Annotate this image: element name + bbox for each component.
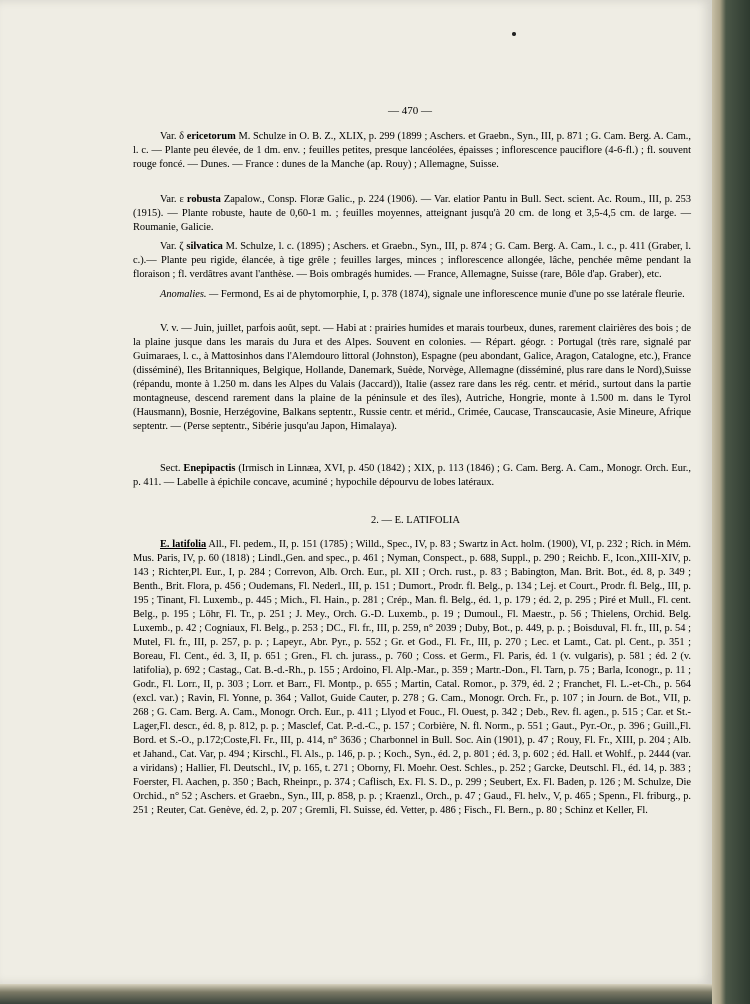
- anomalies-body: Fermond, Es ai de phytomorphie, I, p. 378 (1874), signale une inflorescence munie d'une po sse latérale fleurie.: [220, 289, 685, 300]
- vv-paragraph: [133, 322, 691, 434]
- latifolia-paragraph: [133, 538, 691, 818]
- var-silvatica-prefix: Var. ζ: [160, 241, 184, 252]
- var-robusta-body: Zapalow., Consp. Floræ Galic., p. 224 (1906). — Var. elatior Pantu in Bull. Sect. scient. Ac. Roum., III, p. 253 (1915). — Plante robuste, haute de 0,60-1 m. ; feuilles moyennes, atteignant jusqu'à 20 cm. de long et 3,5-4,5 cm. de large. — Roumanie, Galicie.: [133, 194, 691, 233]
- var-ericetorum-prefix: Var. δ: [160, 131, 185, 142]
- sect-body: (Irmisch in Linnæa, XVI, p. 450 (1842) ; XIX, p. 113 (1846) ; G. Cam. Berg. A. Cam., Monogr. Orch. Eur., p. 411. — Labelle à épichile concave, acuminé ; hypochile dépourvu de lobes latéraux.: [133, 463, 691, 488]
- sect-name: Enepipactis: [183, 463, 236, 474]
- sect-prefix: Sect.: [160, 463, 181, 474]
- var-silvatica-paragraph: [133, 240, 691, 282]
- section-title: 2. — E. LATIFOLIA: [371, 515, 460, 526]
- vv-body: V. v. — Juin, juillet, parfois août, sept. — Habi at : prairies humides et marais tourbeux, dunes, rarement clairières des bois ; de la plaine jusque dans les marais du Jura et des Alpes. Souvent en colonies. — Répart. géogr. : Portugal (très rare, signalé par Guimaraes, l. c., à Mattosinhos dans l'Alemdouro littoral (Johnston), Espagne (peu abondant, Galice, Aragon, Catalogne, etc.), France (disséminé), Iles Britanniques, Belgique, Hollande, Danemark, Suède, Norvège, Allemagne (disséminé, plus rare dans le Nord),Suisse (répandu, monte à 1.250 m. dans les Alpes du Valais (Jaccard)), Italie (assez rare dans les rég. centr. et mérid., surtout dans la partie montagneuse, descend rarement dans la plaine de la péninsule et des îles), Autriche, Hongrie, monte à 1.500 m. dans le Tyrol (Hausmann), Bosnie, Herzégovine, Balkans septentr., Russie centr. et mérid., Crimée, Caucase, Transcaucasie, Asie Mineure, Afrique septentr. — (Perse septentr., Sibérie jusqu'au Japon, Himalaya).: [133, 323, 691, 432]
- var-robusta-prefix: Var. ε: [160, 194, 184, 205]
- anomalies-paragraph: [133, 288, 691, 302]
- book-binding-edge: [712, 0, 750, 1004]
- latifolia-name: E. latifolia: [160, 539, 207, 550]
- sect-enepipactis-paragraph: [133, 462, 691, 490]
- anomalies-label: Anomalies. —: [160, 289, 219, 300]
- var-silvatica-body: M. Schulze, l. c. (1895) ; Aschers. et Graebn., Syn., III, p. 874 ; G. Cam. Berg. A. Cam., l. c., p. 411 (Graber, l. c.).— Plante peu rigide, élancée, à tige grêle ; feuilles larges, minces ; inflorescence allongée, lâche, penchée même pendant la floraison ; fl. verdâtres avant l'anthèse. — Bois ombragés humides. — France, Allemagne, Suisse (rare, Bôle d'ap. Graber), etc.: [133, 241, 691, 280]
- var-robusta-name: robusta: [186, 194, 221, 205]
- page-number: — 470 —: [388, 105, 432, 117]
- var-robusta-paragraph: [133, 193, 691, 235]
- var-ericetorum-body: M. Schulze in O. B. Z., XLIX, p. 299 (1899 ; Aschers. et Graebn., Syn., III, p. 871 ; G. Cam. Berg. A. Cam., l. c. — Plante peu élevée, de 1 dm. env. ; feuilles petites, presque lancéolées, épaisses ; inflorescence pauciflore (4-6-fl.) ; fl. souvent rouge foncé. — Dunes. — France : dunes de la Manche (ap. Rouy) ; Allemagne, Suisse.: [133, 131, 691, 170]
- var-ericetorum-paragraph: [133, 130, 691, 172]
- var-silvatica-name: silvatica: [186, 241, 223, 252]
- var-ericetorum-name: ericetorum: [186, 131, 236, 142]
- page-bottom-edge: [0, 984, 712, 1004]
- latifolia-body: All., Fl. pedem., II, p. 151 (1785) ; Willd., Spec., IV, p. 83 ; Swartz in Act. holm. (1900), VI, p. 232 ; Rich. in Mém. Mus. Paris, IV, p. 60 (1818) ; Lindl.,Gen. and spec., p. 461 ; Nyman, Conspect., p. 688, Suppl., p. 290 ; Reichb. F., Icon.,XIII-XIV, p. 143 ; Richter,Pl. Eur., I, p. 284 ; Correvon, Alb. Orch. Eur., pl. XII ; Orch. rust., p. 83 ; Babington, Man. Brit. Bot., éd. 8, p. 349 ; Benth., Brit. Flora, p. 456 ; Oudemans, Fl. Nederl., III, p. 151 ; Dumort., Prodr. fl. Belg., p. 134 ; Lej. et Court., Prodr. fl. Belg., III, p. 195 ; Tinant, Fl. Luxemb., p. 445 ; Mich., Fl. Hain., p. 281 ; Crép., Man. fl. Belg., éd. 1, p. 179 ; éd. 2, p. 295 ; Piré et Mull., Fl. cent. Belg., p. 195 ; Löhr, Fl. Tr., p. 251 ; J. Mey., Orch. G.-D. Luxemb., p. 19 ; Dumoul., Fl. Maestr., p. 56 ; Thielens, Orchid. Belg. Luxemb., p. 42 ; Cogniaux, Fl. Belg., p. 253 ; DC., Fl. fr., III, p. 259, n° 2039 ; Duby, Bot., p. 449, p. p. ; Boisduval, Fl. fr., III, p. 54 ; Mutel, Fl. fr., III, p. 257, p. p. ; Lapeyr., Abr. Pyr., p. 552 ; Gr. et God., Fl. Fr., III, p. 270 ; Lec. et Lamt., Cat. pl. Cent., p. 351 ; Boreau, Fl. Cent., éd. 3, II, p. 651 ; Gren., Fl. ch. jurass., p. 760 ; Coss. et Germ., Fl. Paris, éd. 1 (v. vulgaris), p. 581 ; éd. 2 (v. latifolia), p. 692 ; Castag., Cat. B.-d.-Rh., p. 155 ; Ardoino, Fl. Alp.-Mar., p. 359 ; Martr.-Don., Fl. Tarn, p. 75 ; Barla, Iconogr., p. 11 ; Godr., Fl. Lorr., II, p. 303 ; Lorr. et Barr., Fl. Montp., p. 655 ; Martin, Catal. Romor., p. 379, éd. 2 ; Franchet, Fl. L.-et-Ch., p. 564 (excl. var.) ; Ravin, Fl. Yonne, p. 364 ; Vallot, Guide Cauter, p. 278 ; G. Cam., Monogr. Orch. Fr., p. 107 ; in Journ. de Bot., VII, p. 268 ; G. Cam. Berg. A. Cam., Monogr. Orch. Eur., p. 411 ; Llyod et Fouc., Fl. Ouest, p. 342 ; Deb., Rev. fl. agen., p. 515 ; Car. et St.-Lager,Fl. descr., éd. 8, p. 812, p. p. ; Masclef, Cat. P.-d.-C., p. 157 ; Corbière, N. fl. Norm., p. 551 ; Gaut., Pyr.-Or., p. 396 ; Guill.,Fl. Bord. et S.-O., p.172;Coste,Fl. Fr., III, p. 414, n° 3636 ; Charbonnel in Bull. Soc. Ain (1901), p. 47 ; Rouy, Fl. Fr., XIII, p. 204 ; Alb. et Jahand., Cat. Var, p. 494 ; Kirschl., Fl. Als., p. 146, p. p. ; Koch., Syn., éd. 2, p. 801 ; éd. 3, p. 602 ; éd. Hall. et Wohlf., p. 2444 (var. a viridans) ; Hallier, Fl. Deutschl., IV, p. 165, t. 271 ; Oborny, Fl. Moehr. Oest. Schles., p. 252 ; Garcke, Deutschl. Fl., éd. 14, p. 383 ; Foerster, Fl. Aachen, p. 350 ; Bach, Rheinpr., p. 374 ; Caflisch, Ex. Fl. S. D., p. 299 ; Seubert, Ex. Fl. Baden, p. 126 ; M. Schulze, Die Orchid., n° 52 ; Aschers. et Graebn., Syn., III, p. 858, p. p. ; Kraenzl., Orch., p. 47 ; Gaud., Fl. helv., V, p. 465 ; Spenn., Fl. friburg., p. 251 ; Reuter, Cat. Genève, éd. 2, p. 207 ; Gremli, Fl. Suisse, éd. Vetter, p. 486 ; Fisch., Fl. Bern., p. 80 ; Schinz et Keller, Fl.: [133, 539, 691, 816]
